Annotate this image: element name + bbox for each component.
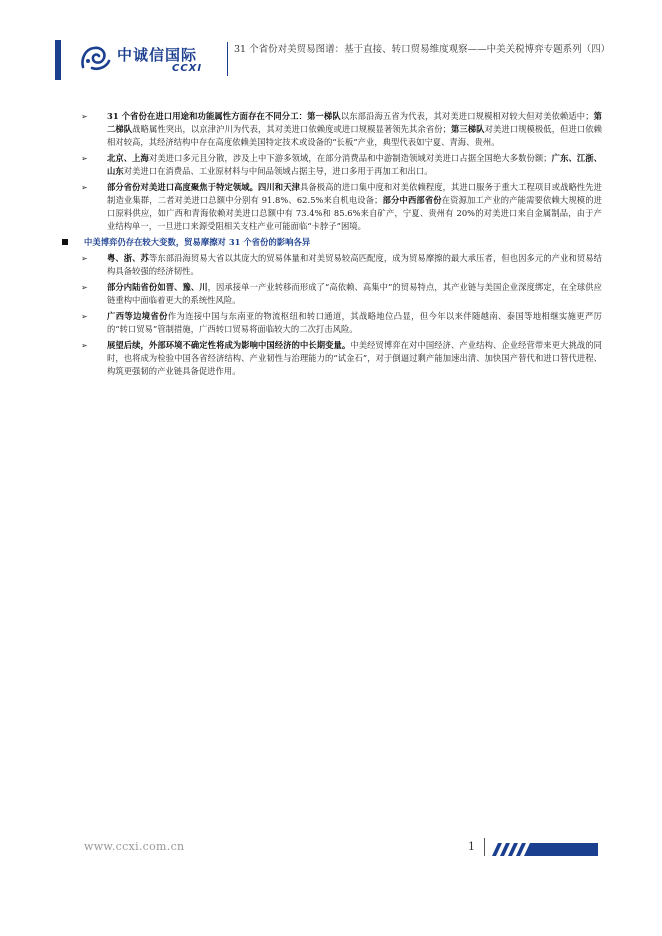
section-heading <box>62 236 602 249</box>
header-accent-bar <box>55 40 61 80</box>
arrow-bullet-icon: ➢ <box>81 154 88 163</box>
logo-english-name: CCXI <box>172 63 203 74</box>
body-text: ，因承接单一产业转移而形成了“高依赖、高集中”的贸易特点，其产业链与美国企业深度绑定，在全球供应链重构中面临着更大的系统性风险。 <box>107 282 603 305</box>
bold-text: 31 个省份在进口用途和功能属性方面存在不同分工：第一梯队 <box>107 111 341 121</box>
bold-text: 展望后续，外部环境不确定性将成为影响中国经济的中长期变量。 <box>107 340 351 350</box>
bold-text: 广西等边境省份 <box>107 311 168 321</box>
body-text: 对美进口在消费品、工业原材料与中间品领域占据主导，进口多用于再加工和出口。 <box>123 166 433 176</box>
report-body <box>62 110 602 381</box>
bold-text: 部分省份对美进口高度聚焦于特定领域。四川和天津 <box>107 182 300 192</box>
bold-text: 部分中西部省份 <box>382 195 442 205</box>
arrow-bullet-icon: ➢ <box>81 254 88 263</box>
bullet-paragraph <box>62 339 602 378</box>
bullet-paragraph <box>62 181 602 233</box>
body-text: 中美经贸博弈在对中国经济、产业结构、企业经营带来更大挑战的同时，也将成为检验中国各省经济结构、产业韧性与治理能力的“试金石”，对于倒逼过剩产能加速出清、加快国产替代和进口替代进程、构筑更强韧的产业链具备促进作用。 <box>107 340 602 376</box>
arrow-bullet-icon: ➢ <box>81 283 88 292</box>
bold-text: 粤、浙、苏 <box>107 253 149 263</box>
bold-text: 北京、上海 <box>107 153 149 163</box>
body-text: 具备极高的进口集中度和对美依赖程度，其进口服务于重大工程项目或战略性先进制造业集群，二者对美进口总额中分别有 91.8%、62.5%来自机电设备； <box>107 182 602 205</box>
arrow-bullet-icon: ➢ <box>81 112 88 121</box>
footer-url: www.ccxi.com.cn <box>84 840 185 853</box>
bold-text: 第三梯队 <box>450 124 485 134</box>
bold-text: 部分内陆省份如晋、豫、川 <box>107 282 208 292</box>
bullet-paragraph <box>62 310 602 336</box>
arrow-bullet-icon: ➢ <box>81 183 88 192</box>
bullet-paragraph <box>62 252 602 278</box>
body-text: 战略属性突出，以京津沪川为代表，其对美进口依赖度或进口规模显著领先其余省份； <box>132 124 451 134</box>
body-text: 等东部沿海贸易大省以其庞大的贸易体量和对美贸易较高匹配度，成为贸易摩擦的最大承压者，但也因多元的产业和贸易结构具备较强的经济韧性。 <box>107 253 602 276</box>
arrow-bullet-icon: ➢ <box>81 312 88 321</box>
page-number: 1 <box>468 840 475 853</box>
square-bullet-icon <box>62 239 68 245</box>
report-title: 31 个省份对美贸易图谱：基于直接、转口贸易维度观察——中美关税博弈专题系列（四） <box>234 44 611 55</box>
bullet-paragraph <box>62 110 602 149</box>
body-text: 对美进口规模极低，但进口依赖相对较高，其经济结构中存在高度依赖美国特定技术或设备的“长板”产业，典型代表如宁夏、青海、贵州。 <box>107 124 602 147</box>
footer-divider <box>484 838 485 856</box>
arrow-bullet-icon: ➢ <box>81 341 88 350</box>
section-title: 中美博弈仍存在较大变数，贸易摩擦对 31 个省份的影响各异 <box>84 237 311 247</box>
footer-stripes-icon <box>488 843 598 856</box>
body-text: 作为连接中国与东南亚的物流枢纽和转口通道，其战略地位凸显，但今年以来伴随越南、泰国等地相继实施更严厉的“转口贸易”管制措施，广西转口贸易将面临较大的二次打击风险。 <box>107 311 602 334</box>
bold-text: 广东、江浙、山东 <box>107 153 602 176</box>
bold-text: 第二梯队 <box>107 111 602 134</box>
logo-chinese-name: 中诚信国际 <box>117 46 198 64</box>
body-text: 以东部沿海五省为代表，其对美进口规模相对较大但对美依赖适中； <box>340 111 594 121</box>
bullet-paragraph <box>62 281 602 307</box>
bullet-paragraph <box>62 152 602 178</box>
ccxi-logo-icon <box>79 43 113 73</box>
page-header <box>55 40 615 80</box>
body-text: 对美进口多元且分散，涉及上中下游多领域，在部分消费品和中游制造领域对美进口占据全国绝大多数份额； <box>148 153 552 163</box>
header-divider <box>227 42 228 76</box>
body-text: 在资源加工产业的产能需要依赖大规模的进口原料供应，如广西和青海依赖对美进口总额中有 73.4%和 85.6%来自矿产，宁夏、贵州有 20%的对美进口来自金属制品，由于产业结构单一，一旦进口来源受阻相关支柱产业可能面临“卡脖子”困境。 <box>107 195 602 231</box>
